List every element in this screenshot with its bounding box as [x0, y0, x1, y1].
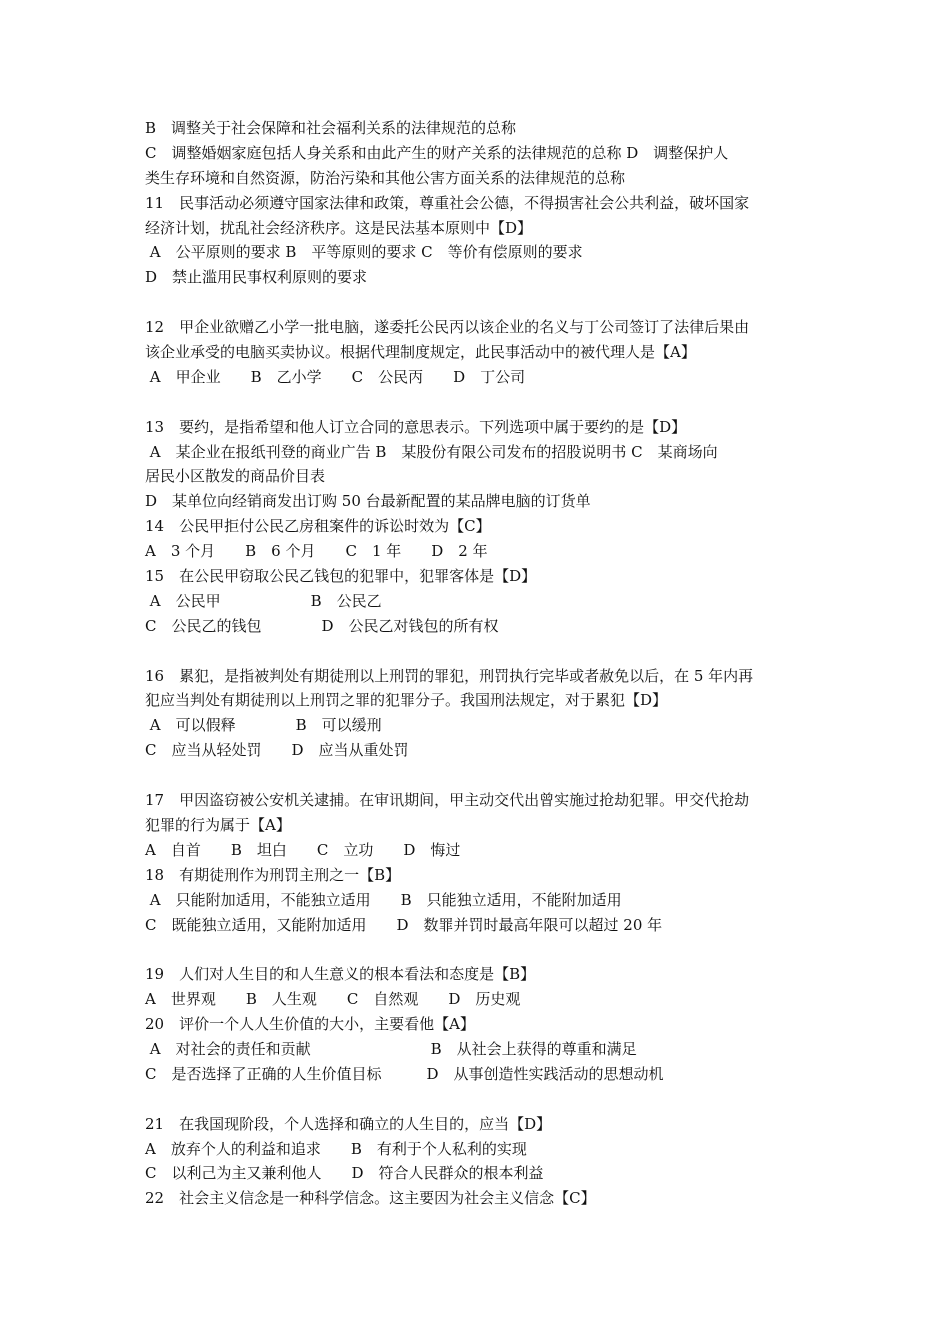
text-line: 19 人们对人生目的和人生意义的根本看法和态度是【B】: [145, 965, 536, 984]
blank-line: [145, 1087, 810, 1112]
text-line: D 某单位向经销商发出订购 50 台最新配置的某品牌电脑的订货单: [145, 492, 591, 511]
text-line: C 公民乙的钱包 D 公民乙对钱包的所有权: [145, 616, 499, 635]
text-line: 18 有期徒刑作为刑罚主刑之一【B】: [145, 865, 401, 884]
text-line: C 以利己为主又兼利他人 D 符合人民群众的根本利益: [145, 1164, 544, 1183]
text-line: 居民小区散发的商品价目表: [145, 467, 326, 486]
text-line: C 是否选择了正确的人生价值目标 D 从事创造性实践活动的思想动机: [145, 1064, 664, 1083]
text-line: C 既能独立适用，又能附加适用 D 数罪并罚时最高年限可以超过 20 年: [145, 915, 663, 934]
text-line: 经济计划，扰乱社会经济秩序。这是民法基本原则中【D】: [145, 218, 533, 237]
text-line: A 自首 B 坦白 C 立功 D 悔过: [145, 840, 461, 859]
text-line: A 世界观 B 人生观 C 自然观 D 历史观: [145, 990, 521, 1009]
blank-line: [145, 937, 810, 962]
text-line: A 公民甲 B 公民乙: [145, 591, 382, 610]
text-line: 11 民事活动必须遵守国家法律和政策，尊重社会公德，不得损害社会公共利益，破坏国家: [145, 193, 750, 212]
text-line: A 放弃个人的利益和追求 B 有利于个人私利的实现: [145, 1139, 527, 1158]
text-line: A 3 个月 B 6 个月 C 1 年 D 2 年: [145, 542, 488, 561]
text-line: C 应当从轻处罚 D 应当从重处罚: [145, 741, 409, 760]
text-line: A 对社会的责任和贡献 B 从社会上获得的尊重和满足: [145, 1039, 637, 1058]
text-line: 14 公民甲拒付公民乙房租案件的诉讼时效为【C】: [145, 517, 491, 536]
text-line: 类生存环境和自然资源，防治污染和其他公害方面关系的法律规范的总称: [145, 168, 626, 187]
text-line: 17 甲因盗窃被公安机关逮捕。在审讯期间，甲主动交代出曾实施过抢劫犯罪。甲交代抢劫: [145, 791, 750, 810]
text-line: A 只能附加适用，不能独立适用 B 只能独立适用，不能附加适用: [145, 890, 622, 909]
blank-line: [145, 290, 810, 315]
blank-line: [145, 390, 810, 415]
text-line: 犯罪的行为属于【A】: [145, 815, 291, 834]
text-line: B 调整关于社会保障和社会福利关系的法律规范的总称: [145, 119, 517, 137]
text-line: 犯应当判处有期徒刑以上刑罚之罪的犯罪分子。我国刑法规定，对于累犯【D】: [145, 691, 668, 710]
text-line: 20 评价一个人人生价值的大小，主要看他【A】: [145, 1015, 475, 1034]
text-line: 15 在公民甲窃取公民乙钱包的犯罪中，犯罪客体是【D】: [145, 567, 537, 586]
text-line: D 禁止滥用民事权利原则的要求: [145, 268, 368, 287]
text-line: A 某企业在报纸刊登的商业广告 B 某股份有限公司发布的招股说明书 C 某商场向: [145, 442, 718, 461]
text-line: 21 在我国现阶段，个人选择和确立的人生目的，应当【D】: [145, 1114, 552, 1133]
document-body: [145, 116, 810, 1211]
blank-line: [145, 763, 810, 788]
text-line: A 甲企业 B 乙小学 C 公民丙 D 丁公司: [145, 367, 526, 386]
text-line: 该企业承受的电脑买卖协议。根据代理制度规定，此民事活动中的被代理人是【A】: [145, 343, 696, 362]
text-line: 22 社会主义信念是一种科学信念。这主要因为社会主义信念【C】: [145, 1189, 596, 1208]
text-line: A 可以假释 B 可以缓刑: [145, 716, 382, 735]
text-line: C 调整婚姻家庭包括人身关系和由此产生的财产关系的法律规范的总称 D 调整保护人: [145, 143, 729, 162]
text-line: 16 累犯，是指被判处有期徒刑以上刑罚的罪犯，刑罚执行完毕或者赦免以后，在 5 年内再: [145, 666, 754, 685]
text-line: A 公平原则的要求 B 平等原则的要求 C 等价有偿原则的要求: [145, 243, 583, 262]
text-line: 12 甲企业欲赠乙小学一批电脑，遂委托公民丙以该企业的名义与丁公司签订了法律后果由: [145, 318, 750, 337]
blank-line: [145, 639, 810, 664]
text-line: 13 要约，是指希望和他人订立合同的意思表示。下列选项中属于要约的是【D】: [145, 417, 687, 436]
